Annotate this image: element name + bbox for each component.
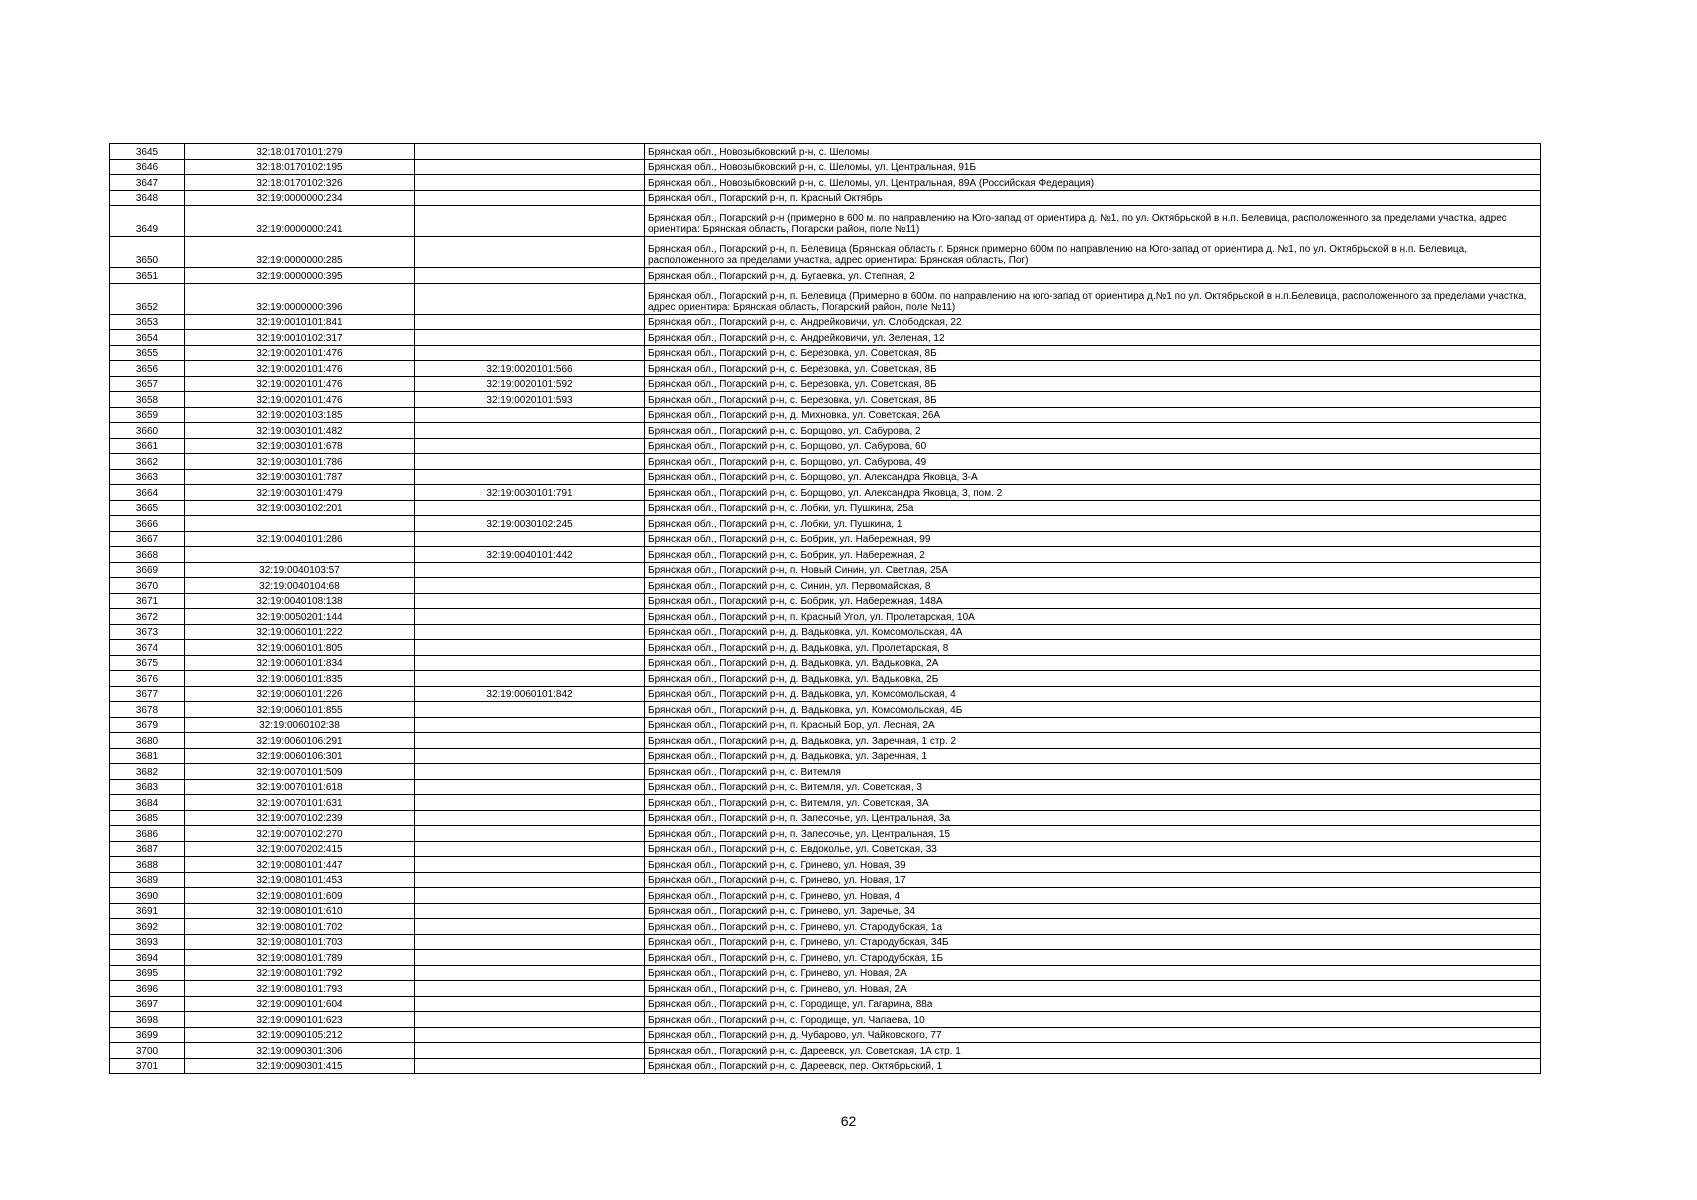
cadastral-number-cell: 32:19:0070102:239 [185, 810, 415, 826]
row-number-cell: 3693 [110, 934, 185, 950]
address-cell: Брянская обл., Погарский р-н, с. Лобки, ул. Пушкина, 25а [645, 500, 1541, 516]
secondary-cadastral-number-cell [415, 872, 645, 888]
address-cell: Брянская обл., Погарский р-н, с. Дареевск, пер. Октябрьский, 1 [645, 1058, 1541, 1074]
secondary-cadastral-number-cell: 32:19:0020101:566 [415, 361, 645, 377]
secondary-cadastral-number-cell [415, 810, 645, 826]
address-cell: Брянская обл., Погарский р-н, с. Гринево, ул. Новая, 4 [645, 888, 1541, 904]
secondary-cadastral-number-cell [415, 655, 645, 671]
table-row [110, 268, 1541, 284]
cadastral-number-cell: 32:19:0010102:317 [185, 330, 415, 346]
row-number-cell: 3662 [110, 454, 185, 470]
table-row [110, 1027, 1541, 1043]
table-body [110, 144, 1541, 1074]
row-number-cell: 3669 [110, 562, 185, 578]
table-row [110, 454, 1541, 470]
cadastral-number-cell: 32:19:0020101:476 [185, 361, 415, 377]
secondary-cadastral-number-cell [415, 624, 645, 640]
row-number-cell: 3670 [110, 578, 185, 594]
cadastral-number-cell: 32:19:0080101:792 [185, 965, 415, 981]
cadastral-number-cell: 32:19:0080101:447 [185, 857, 415, 873]
table-row [110, 748, 1541, 764]
row-number-cell: 3682 [110, 764, 185, 780]
secondary-cadastral-number-cell [415, 764, 645, 780]
secondary-cadastral-number-cell [415, 469, 645, 485]
cadastral-number-cell: 32:19:0040103:57 [185, 562, 415, 578]
row-number-cell: 3654 [110, 330, 185, 346]
cadastral-number-cell: 32:19:0080101:793 [185, 981, 415, 997]
secondary-cadastral-number-cell [415, 438, 645, 454]
secondary-cadastral-number-cell [415, 423, 645, 439]
secondary-cadastral-number-cell [415, 981, 645, 997]
table-row [110, 733, 1541, 749]
cadastral-number-cell: 32:19:0080101:609 [185, 888, 415, 904]
address-cell: Брянская обл., Новозыбковский р-н, с. Шеломы, ул. Центральная, 89А (Российская Федерация) [645, 175, 1541, 191]
table-row [110, 981, 1541, 997]
secondary-cadastral-number-cell [415, 500, 645, 516]
cadastral-number-cell: 32:19:0020101:476 [185, 376, 415, 392]
address-cell: Брянская обл., Погарский р-н, п. Красный Бор, ул. Лесная, 2А [645, 717, 1541, 733]
cadastral-number-cell: 32:19:0030101:787 [185, 469, 415, 485]
secondary-cadastral-number-cell [415, 934, 645, 950]
address-cell: Брянская обл., Погарский р-н, с. Гринево, ул. Стародубская, 34Б [645, 934, 1541, 950]
address-cell: Брянская обл., Погарский р-н, с. Березовка, ул. Советская, 8Б [645, 345, 1541, 361]
table-row [110, 562, 1541, 578]
cadastral-number-cell: 32:19:0000000:285 [185, 237, 415, 268]
cadastral-number-cell: 32:19:0050201:144 [185, 609, 415, 625]
row-number-cell: 3692 [110, 919, 185, 935]
table-row [110, 531, 1541, 547]
secondary-cadastral-number-cell [415, 1027, 645, 1043]
address-cell: Брянская обл., Погарский р-н, с. Бобрик, ул. Набережная, 148А [645, 593, 1541, 609]
secondary-cadastral-number-cell [415, 268, 645, 284]
secondary-cadastral-number-cell [415, 733, 645, 749]
address-cell: Брянская обл., Погарский р-н, с. Березовка, ул. Советская, 8Б [645, 392, 1541, 408]
row-number-cell: 3699 [110, 1027, 185, 1043]
secondary-cadastral-number-cell: 32:19:0020101:592 [415, 376, 645, 392]
row-number-cell: 3701 [110, 1058, 185, 1074]
row-number-cell: 3685 [110, 810, 185, 826]
address-cell: Брянская обл., Погарский р-н (примерно в 600 м. по направлению на Юго-запад от ориентира д. №1, по ул. Октябрьской в н.п. Белевица, расположенного за пределами участка, адрес ориентира: Брянская область, Погарски район, поле №11) [645, 206, 1541, 237]
table-row [110, 764, 1541, 780]
row-number-cell: 3679 [110, 717, 185, 733]
address-cell: Брянская обл., Погарский р-н, с. Борщово, ул. Александра Яковца, 3, пом. 2 [645, 485, 1541, 501]
address-cell: Брянская обл., Погарский р-н, д. Вадьковка, ул. Пролетарская, 8 [645, 640, 1541, 656]
secondary-cadastral-number-cell [415, 919, 645, 935]
row-number-cell: 3674 [110, 640, 185, 656]
row-number-cell: 3698 [110, 1012, 185, 1028]
row-number-cell: 3658 [110, 392, 185, 408]
secondary-cadastral-number-cell [415, 950, 645, 966]
address-cell: Брянская обл., Новозыбковский р-н, с. Шеломы [645, 144, 1541, 160]
table-row [110, 361, 1541, 377]
cadastral-number-cell: 32:18:0170101:279 [185, 144, 415, 160]
secondary-cadastral-number-cell [415, 1012, 645, 1028]
table-row [110, 516, 1541, 532]
table-row [110, 593, 1541, 609]
cadastral-number-cell: 32:19:0090301:306 [185, 1043, 415, 1059]
row-number-cell: 3646 [110, 159, 185, 175]
table-row [110, 903, 1541, 919]
table-row [110, 345, 1541, 361]
secondary-cadastral-number-cell [415, 283, 645, 314]
row-number-cell: 3688 [110, 857, 185, 873]
table-row [110, 144, 1541, 160]
secondary-cadastral-number-cell [415, 857, 645, 873]
cadastral-number-cell [185, 516, 415, 532]
cadastral-number-cell: 32:19:0060101:222 [185, 624, 415, 640]
secondary-cadastral-number-cell [415, 345, 645, 361]
secondary-cadastral-number-cell [415, 779, 645, 795]
table-row [110, 655, 1541, 671]
secondary-cadastral-number-cell [415, 1058, 645, 1074]
row-number-cell: 3665 [110, 500, 185, 516]
address-cell: Брянская обл., Новозыбковский р-н, с. Шеломы, ул. Центральная, 91Б [645, 159, 1541, 175]
table-row [110, 888, 1541, 904]
table-row [110, 500, 1541, 516]
address-cell: Брянская обл., Погарский р-н, д. Чубарово, ул. Чайковского, 77 [645, 1027, 1541, 1043]
secondary-cadastral-number-cell [415, 190, 645, 206]
secondary-cadastral-number-cell [415, 578, 645, 594]
secondary-cadastral-number-cell: 32:19:0040101:442 [415, 547, 645, 563]
table-row [110, 609, 1541, 625]
table-row [110, 330, 1541, 346]
secondary-cadastral-number-cell [415, 996, 645, 1012]
secondary-cadastral-number-cell [415, 903, 645, 919]
address-cell: Брянская обл., Погарский р-н, п. Запесочье, ул. Центральная, 15 [645, 826, 1541, 842]
address-cell: Брянская обл., Погарский р-н, д. Бугаевка, ул. Степная, 2 [645, 268, 1541, 284]
secondary-cadastral-number-cell: 32:19:0020101:593 [415, 392, 645, 408]
table-row [110, 314, 1541, 330]
table-row [110, 407, 1541, 423]
secondary-cadastral-number-cell [415, 609, 645, 625]
row-number-cell: 3648 [110, 190, 185, 206]
row-number-cell: 3655 [110, 345, 185, 361]
cadastral-number-cell: 32:19:0070202:415 [185, 841, 415, 857]
address-cell: Брянская обл., Погарский р-н, с. Березовка, ул. Советская, 8Б [645, 376, 1541, 392]
cadastral-number-cell: 32:19:0060101:834 [185, 655, 415, 671]
secondary-cadastral-number-cell [415, 330, 645, 346]
table-row [110, 965, 1541, 981]
table-row [110, 857, 1541, 873]
address-cell: Брянская обл., Погарский р-н, п. Новый Синин, ул. Светлая, 25А [645, 562, 1541, 578]
table-row [110, 423, 1541, 439]
table-row [110, 826, 1541, 842]
row-number-cell: 3684 [110, 795, 185, 811]
cadastral-number-cell: 32:19:0080101:610 [185, 903, 415, 919]
row-number-cell: 3647 [110, 175, 185, 191]
table-row [110, 1043, 1541, 1059]
address-cell: Брянская обл., Погарский р-н, с. Борщово, ул. Сабурова, 60 [645, 438, 1541, 454]
cadastral-number-cell: 32:19:0020101:476 [185, 345, 415, 361]
cadastral-number-cell: 32:19:0080101:703 [185, 934, 415, 950]
row-number-cell: 3659 [110, 407, 185, 423]
table-row [110, 872, 1541, 888]
cadastral-number-cell: 32:18:0170102:326 [185, 175, 415, 191]
row-number-cell: 3645 [110, 144, 185, 160]
property-table [109, 143, 1541, 1074]
cadastral-number-cell: 32:19:0040104:68 [185, 578, 415, 594]
secondary-cadastral-number-cell [415, 593, 645, 609]
address-cell: Брянская обл., Погарский р-н, с. Витемля, ул. Советская, 3 [645, 779, 1541, 795]
cadastral-number-cell: 32:19:0030101:479 [185, 485, 415, 501]
address-cell: Брянская обл., Погарский р-н, д. Михновка, ул. Советская, 26А [645, 407, 1541, 423]
row-number-cell: 3695 [110, 965, 185, 981]
row-number-cell: 3668 [110, 547, 185, 563]
row-number-cell: 3660 [110, 423, 185, 439]
address-cell: Брянская обл., Погарский р-н, с. Синин, ул. Первомайская, 8 [645, 578, 1541, 594]
cadastral-number-cell: 32:19:0090105:212 [185, 1027, 415, 1043]
cadastral-number-cell: 32:19:0070101:631 [185, 795, 415, 811]
row-number-cell: 3663 [110, 469, 185, 485]
cadastral-number-cell: 32:19:0090301:415 [185, 1058, 415, 1074]
cadastral-number-cell: 32:19:0040101:286 [185, 531, 415, 547]
cadastral-number-cell: 32:19:0060101:855 [185, 702, 415, 718]
address-cell: Брянская обл., Погарский р-н, д. Вадьковка, ул. Заречная, 1 [645, 748, 1541, 764]
row-number-cell: 3675 [110, 655, 185, 671]
cadastral-number-cell: 32:18:0170102:195 [185, 159, 415, 175]
row-number-cell: 3656 [110, 361, 185, 377]
address-cell: Брянская обл., Погарский р-н, с. Березовка, ул. Советская, 8Б [645, 361, 1541, 377]
secondary-cadastral-number-cell [415, 144, 645, 160]
address-cell: Брянская обл., Погарский р-н, д. Вадьковка, ул. Заречная, 1 стр. 2 [645, 733, 1541, 749]
row-number-cell: 3652 [110, 283, 185, 314]
address-cell: Брянская обл., Погарский р-н, с. Гринево, ул. Новая, 2А [645, 965, 1541, 981]
table-row [110, 934, 1541, 950]
secondary-cadastral-number-cell: 32:19:0060101:842 [415, 686, 645, 702]
cadastral-number-cell: 32:19:0010101:841 [185, 314, 415, 330]
address-cell: Брянская обл., Погарский р-н, с. Андрейковичи, ул. Зеленая, 12 [645, 330, 1541, 346]
secondary-cadastral-number-cell: 32:19:0030101:791 [415, 485, 645, 501]
secondary-cadastral-number-cell [415, 795, 645, 811]
cadastral-number-cell: 32:19:0030102:201 [185, 500, 415, 516]
row-number-cell: 3666 [110, 516, 185, 532]
table-row [110, 469, 1541, 485]
row-number-cell: 3653 [110, 314, 185, 330]
row-number-cell: 3676 [110, 671, 185, 687]
row-number-cell: 3680 [110, 733, 185, 749]
table-row [110, 438, 1541, 454]
cadastral-number-cell: 32:19:0000000:396 [185, 283, 415, 314]
cadastral-number-cell: 32:19:0060106:291 [185, 733, 415, 749]
cadastral-number-cell [185, 547, 415, 563]
table-row [110, 702, 1541, 718]
table-row [110, 392, 1541, 408]
address-cell: Брянская обл., Погарский р-н, п. Белевица (Брянская область г. Брянск примерно 600м по направлению на Юго-запад от ориентира д. №1, по ул. Октябрьской в н.п. Белевица, расположенного за пределами участка, адрес ориентира: Брянская область, Пог) [645, 237, 1541, 268]
cadastral-number-cell: 32:19:0020103:185 [185, 407, 415, 423]
cadastral-number-cell: 32:19:0000000:395 [185, 268, 415, 284]
address-cell: Брянская обл., Погарский р-н, п. Запесочье, ул. Центральная, 3а [645, 810, 1541, 826]
secondary-cadastral-number-cell [415, 407, 645, 423]
table-row [110, 283, 1541, 314]
cadastral-number-cell: 32:19:0070102:270 [185, 826, 415, 842]
secondary-cadastral-number-cell [415, 562, 645, 578]
address-cell: Брянская обл., Погарский р-н, с. Городище, ул. Чапаева, 10 [645, 1012, 1541, 1028]
cadastral-number-cell: 32:19:0030101:786 [185, 454, 415, 470]
row-number-cell: 3649 [110, 206, 185, 237]
secondary-cadastral-number-cell [415, 206, 645, 237]
table-row [110, 1012, 1541, 1028]
cadastral-number-cell: 32:19:0090101:604 [185, 996, 415, 1012]
address-cell: Брянская обл., Погарский р-н, с. Борщово, ул. Сабурова, 49 [645, 454, 1541, 470]
table-row [110, 624, 1541, 640]
table-row [110, 547, 1541, 563]
cadastral-number-cell: 32:19:0060101:805 [185, 640, 415, 656]
cadastral-number-cell: 32:19:0060101:835 [185, 671, 415, 687]
cadastral-number-cell: 32:19:0060106:301 [185, 748, 415, 764]
address-cell: Брянская обл., Погарский р-н, д. Вадьковка, ул. Комсомольская, 4А [645, 624, 1541, 640]
table-row [110, 1058, 1541, 1074]
table-row [110, 795, 1541, 811]
table-row [110, 376, 1541, 392]
table-row [110, 919, 1541, 935]
address-cell: Брянская обл., Погарский р-н, с. Гринево, ул. Новая, 39 [645, 857, 1541, 873]
address-cell: Брянская обл., Погарский р-н, с. Гринево, ул. Заречье, 34 [645, 903, 1541, 919]
address-cell: Брянская обл., Погарский р-н, с. Городище, ул. Гагарина, 88а [645, 996, 1541, 1012]
row-number-cell: 3664 [110, 485, 185, 501]
row-number-cell: 3661 [110, 438, 185, 454]
address-cell: Брянская обл., Погарский р-н, с. Витемля [645, 764, 1541, 780]
table-row [110, 671, 1541, 687]
secondary-cadastral-number-cell [415, 640, 645, 656]
address-cell: Брянская обл., Погарский р-н, с. Гринево, ул. Стародубская, 1Б [645, 950, 1541, 966]
row-number-cell: 3672 [110, 609, 185, 625]
secondary-cadastral-number-cell [415, 717, 645, 733]
secondary-cadastral-number-cell [415, 237, 645, 268]
cadastral-number-cell: 32:19:0060102:38 [185, 717, 415, 733]
secondary-cadastral-number-cell [415, 159, 645, 175]
row-number-cell: 3667 [110, 531, 185, 547]
table-row [110, 237, 1541, 268]
secondary-cadastral-number-cell [415, 826, 645, 842]
row-number-cell: 3683 [110, 779, 185, 795]
address-cell: Брянская обл., Погарский р-н, п. Красный Октябрь [645, 190, 1541, 206]
row-number-cell: 3691 [110, 903, 185, 919]
secondary-cadastral-number-cell [415, 1043, 645, 1059]
row-number-cell: 3657 [110, 376, 185, 392]
table-row [110, 485, 1541, 501]
cadastral-number-cell: 32:19:0000000:234 [185, 190, 415, 206]
address-cell: Брянская обл., Погарский р-н, с. Борщово, ул. Сабурова, 2 [645, 423, 1541, 439]
table-row [110, 175, 1541, 191]
table-row [110, 717, 1541, 733]
secondary-cadastral-number-cell [415, 175, 645, 191]
row-number-cell: 3697 [110, 996, 185, 1012]
address-cell: Брянская обл., Погарский р-н, с. Андрейковичи, ул. Слободская, 22 [645, 314, 1541, 330]
cadastral-number-cell: 32:19:0000000:241 [185, 206, 415, 237]
address-cell: Брянская обл., Погарский р-н, п. Белевица (Примерно в 600м. по направлению на юго-запад от ориентира д.№1 по ул. Октябрьской в н.п.Белевица, расположенного за пределами участка, адрес ориентира: Брянская область, Погарский район, поле №11) [645, 283, 1541, 314]
address-cell: Брянская обл., Погарский р-н, д. Вадьковка, ул. Комсомольская, 4Б [645, 702, 1541, 718]
secondary-cadastral-number-cell [415, 454, 645, 470]
secondary-cadastral-number-cell: 32:19:0030102:245 [415, 516, 645, 532]
row-number-cell: 3700 [110, 1043, 185, 1059]
row-number-cell: 3677 [110, 686, 185, 702]
row-number-cell: 3678 [110, 702, 185, 718]
address-cell: Брянская обл., Погарский р-н, с. Евдоколье, ул. Советская, 33 [645, 841, 1541, 857]
row-number-cell: 3689 [110, 872, 185, 888]
table-row [110, 950, 1541, 966]
secondary-cadastral-number-cell [415, 888, 645, 904]
secondary-cadastral-number-cell [415, 841, 645, 857]
address-cell: Брянская обл., Погарский р-н, д. Вадьковка, ул. Комсомольская, 4 [645, 686, 1541, 702]
row-number-cell: 3673 [110, 624, 185, 640]
row-number-cell: 3681 [110, 748, 185, 764]
row-number-cell: 3651 [110, 268, 185, 284]
table-row [110, 206, 1541, 237]
table-row [110, 159, 1541, 175]
cadastral-number-cell: 32:19:0070101:509 [185, 764, 415, 780]
address-cell: Брянская обл., Погарский р-н, с. Бобрик, ул. Набережная, 99 [645, 531, 1541, 547]
cadastral-number-cell: 32:19:0080101:702 [185, 919, 415, 935]
row-number-cell: 3687 [110, 841, 185, 857]
cadastral-number-cell: 32:19:0030101:678 [185, 438, 415, 454]
table-row [110, 190, 1541, 206]
cadastral-number-cell: 32:19:0090101:623 [185, 1012, 415, 1028]
table-row [110, 996, 1541, 1012]
cadastral-number-cell: 32:19:0030101:482 [185, 423, 415, 439]
cadastral-number-cell: 32:19:0080101:453 [185, 872, 415, 888]
address-cell: Брянская обл., Погарский р-н, д. Вадьковка, ул. Вадьковка, 2А [645, 655, 1541, 671]
cadastral-number-cell: 32:19:0080101:789 [185, 950, 415, 966]
address-cell: Брянская обл., Погарский р-н, с. Витемля, ул. Советская, 3А [645, 795, 1541, 811]
secondary-cadastral-number-cell [415, 965, 645, 981]
address-cell: Брянская обл., Погарский р-н, с. Гринево, ул. Стародубская, 1а [645, 919, 1541, 935]
cadastral-number-cell: 32:19:0040108:138 [185, 593, 415, 609]
address-cell: Брянская обл., Погарский р-н, с. Гринево, ул. Новая, 17 [645, 872, 1541, 888]
row-number-cell: 3650 [110, 237, 185, 268]
row-number-cell: 3696 [110, 981, 185, 997]
table-row [110, 640, 1541, 656]
table-row [110, 841, 1541, 857]
cadastral-number-cell: 32:19:0020101:476 [185, 392, 415, 408]
table-row [110, 810, 1541, 826]
row-number-cell: 3686 [110, 826, 185, 842]
secondary-cadastral-number-cell [415, 702, 645, 718]
address-cell: Брянская обл., Погарский р-н, с. Борщово, ул. Александра Яковца, 3-А [645, 469, 1541, 485]
cadastral-number-cell: 32:19:0060101:226 [185, 686, 415, 702]
cadastral-number-cell: 32:19:0070101:618 [185, 779, 415, 795]
row-number-cell: 3671 [110, 593, 185, 609]
address-cell: Брянская обл., Погарский р-н, с. Дареевск, ул. Советская, 1А стр. 1 [645, 1043, 1541, 1059]
table-row [110, 779, 1541, 795]
table-row [110, 578, 1541, 594]
secondary-cadastral-number-cell [415, 748, 645, 764]
row-number-cell: 3694 [110, 950, 185, 966]
row-number-cell: 3690 [110, 888, 185, 904]
address-cell: Брянская обл., Погарский р-н, п. Красный Угол, ул. Пролетарская, 10А [645, 609, 1541, 625]
address-cell: Брянская обл., Погарский р-н, с. Бобрик, ул. Набережная, 2 [645, 547, 1541, 563]
secondary-cadastral-number-cell [415, 531, 645, 547]
address-cell: Брянская обл., Погарский р-н, с. Гринево, ул. Новая, 2А [645, 981, 1541, 997]
secondary-cadastral-number-cell [415, 314, 645, 330]
address-cell: Брянская обл., Погарский р-н, д. Вадьковка, ул. Вадьковка, 2Б [645, 671, 1541, 687]
page-number: 62 [840, 1113, 857, 1129]
table-row [110, 686, 1541, 702]
address-cell: Брянская обл., Погарский р-н, с. Лобки, ул. Пушкина, 1 [645, 516, 1541, 532]
secondary-cadastral-number-cell [415, 671, 645, 687]
